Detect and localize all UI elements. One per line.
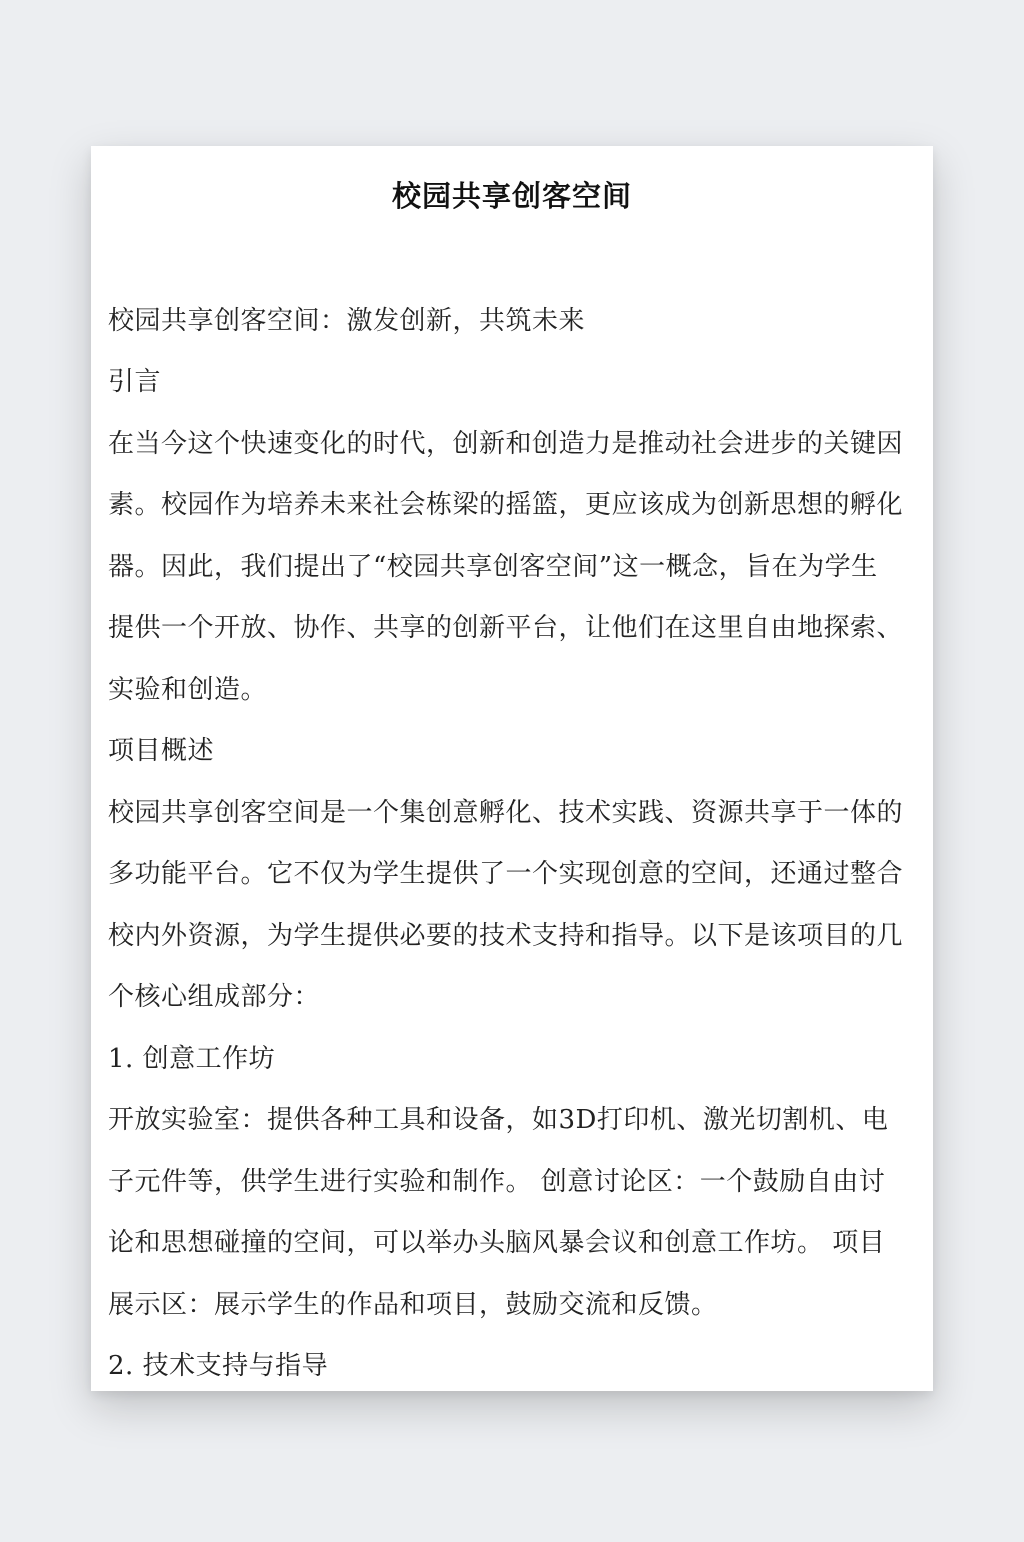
list-heading-1: 1. 创意工作坊 [108, 1044, 276, 1074]
paragraph-line: 论和思想碰撞的空间，可以举办头脑风暴会议和创意工作坊。 项目 [108, 1228, 886, 1258]
paragraph-line: 素。校园作为培养未来社会栋梁的摇篮，更应该成为创新思想的孵化 [108, 490, 904, 520]
document-title: 校园共享创客空间 [391, 179, 632, 213]
paragraph-line: 个核心组成部分： [108, 982, 321, 1012]
subtitle-line: 校园共享创客空间：激发创新，共筑未来 [108, 306, 586, 336]
document-page [91, 146, 933, 1391]
list-heading-2: 2. 技术支持与指导 [108, 1351, 329, 1381]
paragraph-line: 提供一个开放、协作、共享的创新平台，让他们在这里自由地探索、 [108, 613, 904, 643]
paragraph-line: 子元件等，供学生进行实验和制作。 创意讨论区：一个鼓励自由讨 [108, 1167, 886, 1197]
paragraph-line: 校内外资源，为学生提供必要的技术支持和指导。以下是该项目的几 [108, 921, 904, 951]
paragraph-line: 在当今这个快速变化的时代，创新和创造力是推动社会进步的关键因 [108, 429, 904, 459]
paragraph-line: 开放实验室：提供各种工具和设备，如3D打印机、激光切割机、电 [108, 1105, 889, 1135]
paragraph-line: 器。因此，我们提出了“校园共享创客空间”这一概念，旨在为学生 [108, 552, 878, 582]
paragraph-line: 实验和创造。 [108, 675, 268, 705]
section-heading-intro: 引言 [108, 367, 162, 397]
section-heading-overview: 项目概述 [108, 736, 215, 766]
paragraph-line: 校园共享创客空间是一个集创意孵化、技术实践、资源共享于一体的 [108, 798, 904, 828]
paragraph-line: 多功能平台。它不仅为学生提供了一个实现创意的空间，还通过整合 [108, 859, 904, 889]
paragraph-line: 展示区：展示学生的作品和项目，鼓励交流和反馈。 [108, 1290, 718, 1320]
